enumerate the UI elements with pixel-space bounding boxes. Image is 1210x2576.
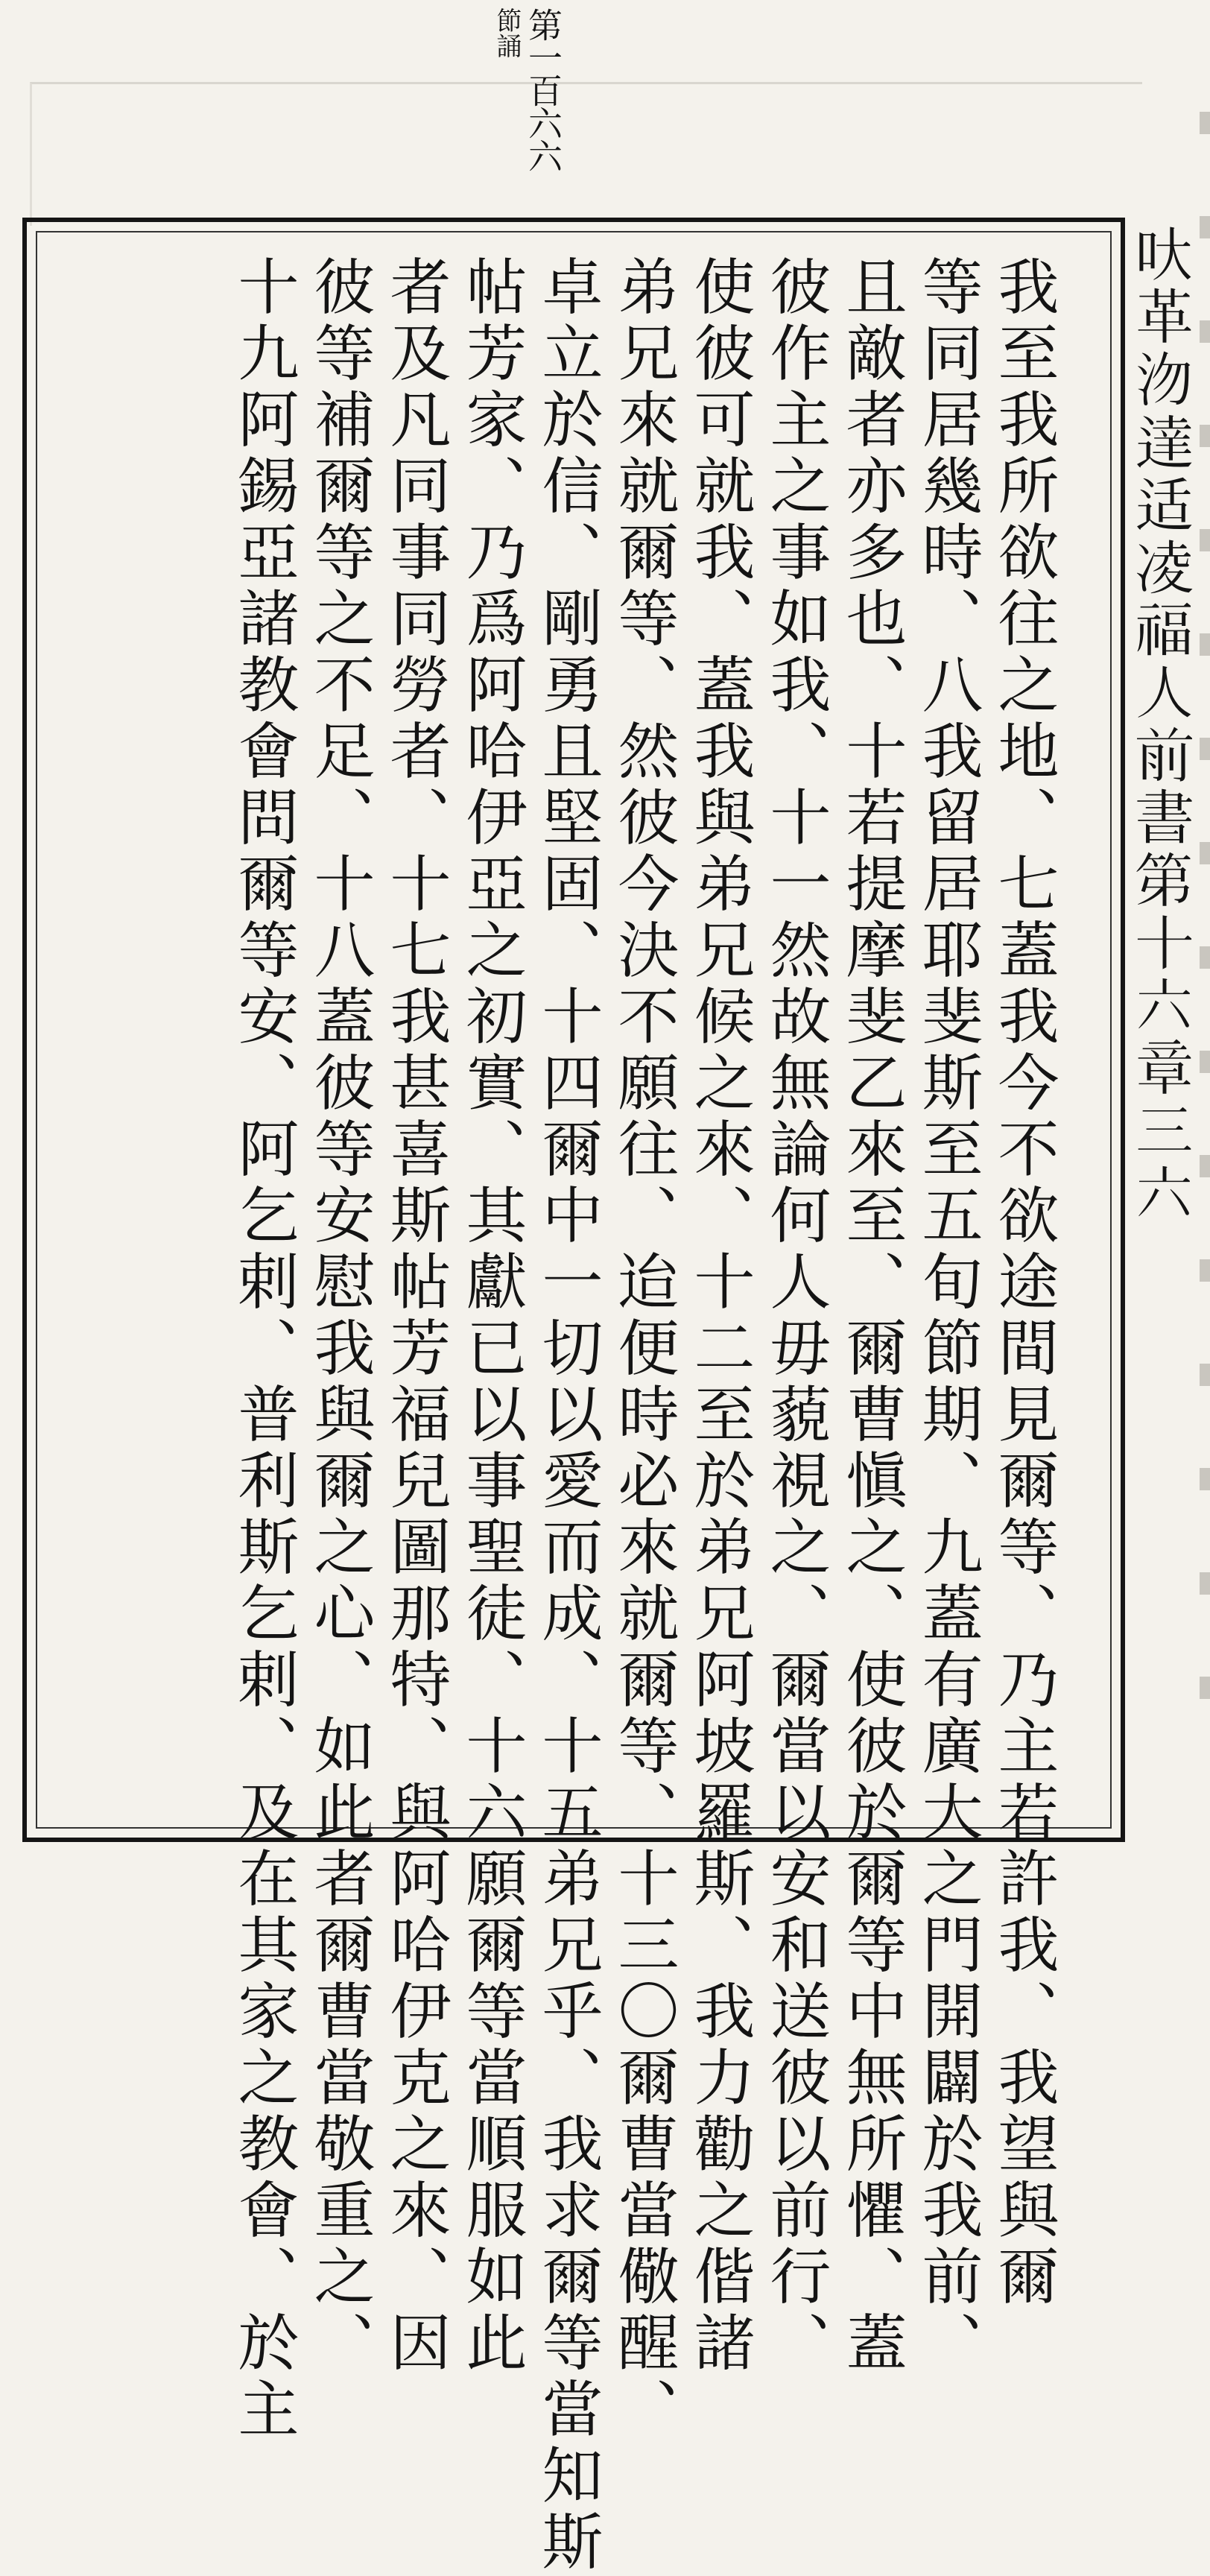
text-column-10: 彼等補爾等之不足、十八蓋彼等安慰我與爾之心、如此者爾曹當敬重之、 (304, 255, 375, 2377)
text-column-11: 十九阿錫亞諸教會問爾等安、阿乞剌、普利斯乞剌、及在其家之教會、於主 (228, 255, 299, 2443)
section-label: 節誦 (492, 7, 522, 58)
running-header (492, 7, 562, 231)
text-column-1: 我至我所欲往之地、七蓋我今不欲途間見爾等、乃主若許我、我望與爾 (988, 255, 1059, 2311)
chapter-page-number: 三六 (1128, 1100, 1197, 1225)
text-column-3: 且敵者亦多也、十若提摩斐乙來至、爾曹愼之、使彼於爾等中無所懼、蓋 (836, 255, 907, 2377)
page-edge-marks (1200, 112, 1210, 1751)
text-frame (22, 218, 1125, 2576)
chapter-heading: 第十六章 (1128, 849, 1197, 1100)
text-column-5: 使彼可就我、蓋我與弟兄候之來、十二至於弟兄阿坡羅斯、我力勸之偕諸 (684, 255, 755, 2377)
text-column-4: 彼作主之事如我、十一然故無論何人毋藐視之、爾當以安和送彼以前行、 (760, 255, 831, 2377)
body-text (228, 255, 1059, 2576)
text-column-2: 等同居幾時、八我留居耶斐斯至五旬節期、九蓋有廣大之門開闢於我前、 (912, 255, 983, 2377)
text-column-9: 者及凡同事同勞者、十七我甚喜斯帖芳福兒圖那特、與阿哈伊克之來、因 (380, 255, 451, 2377)
text-column-6: 弟兄來就爾等、然彼今決不願往、迨便時必來就爾等、十三〇爾曹當儆醒、 (608, 255, 679, 2443)
page-number: 第一百六六 (523, 7, 563, 171)
book-title: 𠯈革沕達适凌福人前書 (1128, 224, 1197, 849)
text-column-8: 帖芳家、乃爲阿哈伊亞之初實、其獻已以事聖徒、十六願爾等當順服如此 (456, 255, 527, 2377)
title-strip (1130, 224, 1195, 1225)
text-column-7: 卓立於信、剛勇且堅固、十四爾中一切以愛而成、十五弟兄乎、我求爾等當知斯 (532, 255, 603, 2576)
facing-page-show-through (30, 82, 1142, 226)
